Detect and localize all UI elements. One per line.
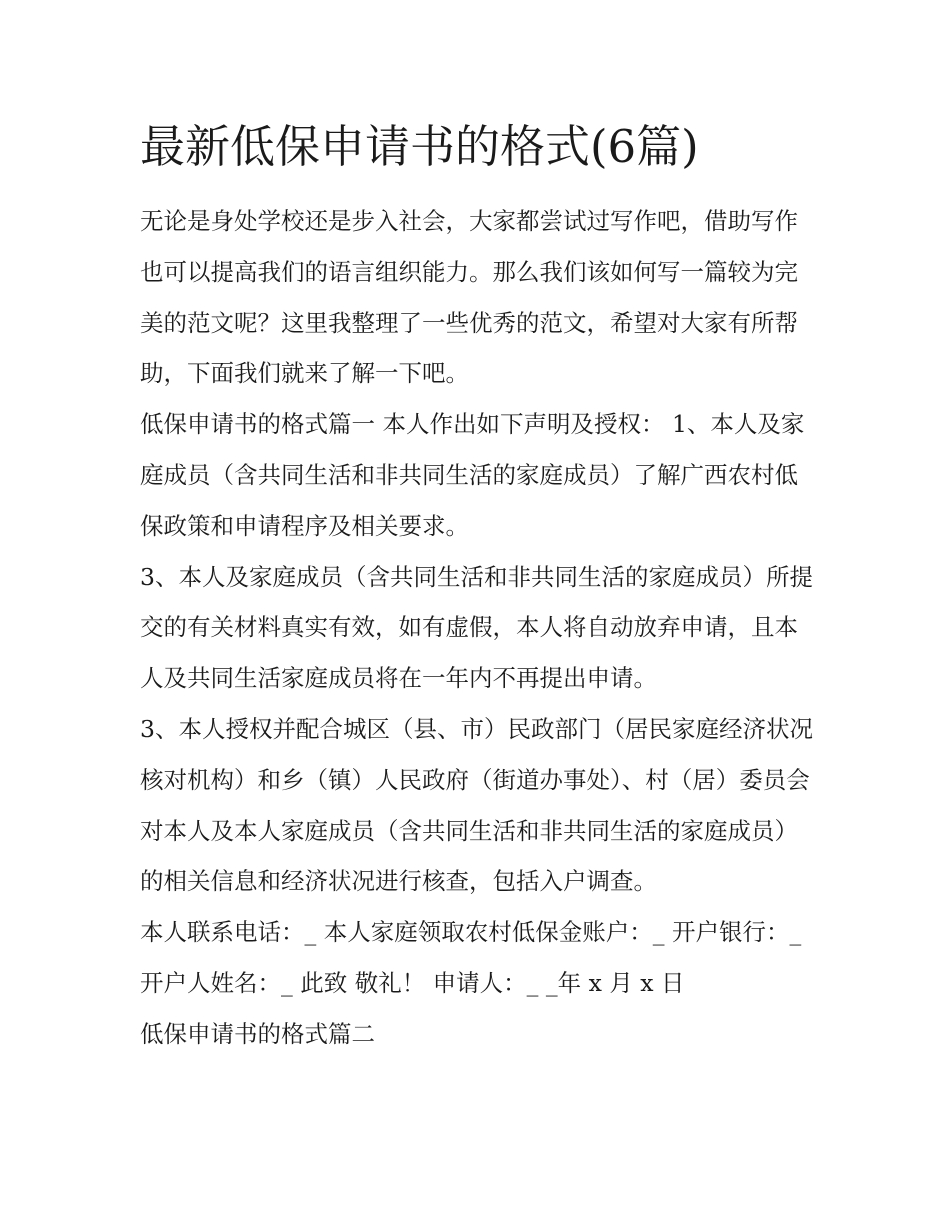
contact-paragraph: 本人联系电话：_ 本人家庭领取农村低保金账户：_ 开户银行：_ 开户人姓名：_ 此致 敬礼！ 申请人：_ _年 x 月 x 日 (140, 918, 802, 997)
section-one-paragraph: 低保申请书的格式篇一 本人作出如下声明及授权： 1、本人及家庭成员（含共同生活和非共同生活的家庭成员）了解广西农村低保政策和申请程序及相关要求。 (140, 410, 805, 540)
intro-paragraph: 无论是身处学校还是步入社会，大家都尝试过写作吧，借助写作也可以提高我们的语言组织能力。那么我们该如何写一篇较为完美的范文呢？这里我整理了一些优秀的范文，希望对大家有所帮助，下面我们就来了解一下吧。 (140, 207, 798, 388)
declaration-paragraph: 3、本人及家庭成员（含共同生活和非共同生活的家庭成员）所提交的有关材料真实有效，如有虚假，本人将自动放弃申请，且本人及共同生活家庭成员将在一年内不再提出申请。 (140, 562, 813, 693)
document-title: 最新低保申请书的格式(6篇) (140, 120, 699, 173)
document-body (140, 112, 820, 1060)
authorization-paragraph: 3、本人授权并配合城区（县、市）民政部门（居民家庭经济状况核对机构）和乡（镇）人民政府（街道办事处）、村（居）委员会对本人及本人家庭成员（含共同生活和非共同生活的家庭成员）的相关信息和经济状况进行核查，包括入户调查。 (140, 714, 813, 896)
section-two-heading: 低保申请书的格式篇二 (140, 1019, 375, 1048)
